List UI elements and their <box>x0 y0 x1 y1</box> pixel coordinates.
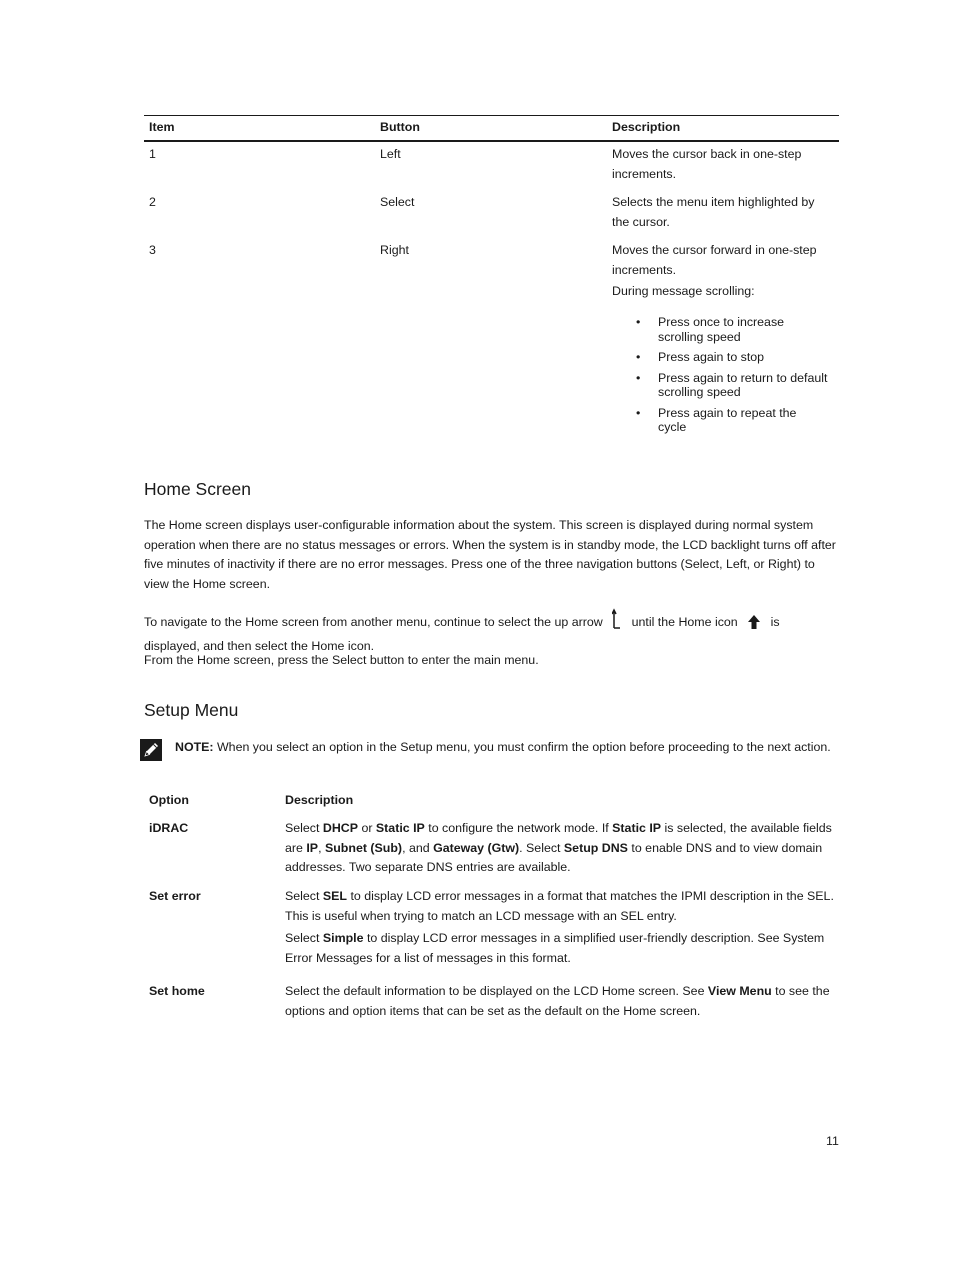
table-top-rule <box>144 115 839 116</box>
row-description: Moves the cursor back in one-step increments. <box>612 147 802 181</box>
table-header-button: Button <box>380 120 420 134</box>
bullet-icon: • <box>636 350 641 364</box>
option-description: Select DHCP or Static IP to configure the network mode. If Static IP is selected, the available fields are IP, Subnet (Sub), and Gateway (Gtw). Select Setup DNS to enable DNS and to view domain addresses. Two separate DNS entries are available. <box>285 821 832 874</box>
setup-menu-heading: Setup Menu <box>144 700 239 720</box>
home-select-paragraph: From the Home screen, press the Select button to enter the main menu. <box>144 653 539 667</box>
bullet-icon: • <box>636 405 641 420</box>
up-arrow-icon <box>612 608 622 637</box>
bullet-icon: • <box>636 315 641 329</box>
list-item: • Press again to stop <box>636 350 765 364</box>
row-item: 2 <box>149 195 156 209</box>
options-header-description: Description <box>285 793 354 807</box>
note-pencil-icon <box>140 739 162 766</box>
table-header-description: Description <box>612 120 681 134</box>
home-navigation-paragraph: To navigate to the Home screen from another menu, continue to select the up arrow until the Home icon is displayed, and then select the Home icon. <box>144 608 839 656</box>
option-name: iDRAC <box>149 821 189 835</box>
options-header-option: Option <box>149 793 189 807</box>
option-description: Select SEL to display LCD error messages in a format that matches the IPMI description in the SEL. This is useful when trying to match an LCD message with an SEL entry. <box>285 889 834 923</box>
scroll-bullet-list <box>636 315 828 441</box>
row-description: Selects the menu item highlighted by the cursor. <box>612 195 815 229</box>
table-header-item: Item <box>149 120 175 134</box>
row-item: 3 <box>149 243 156 257</box>
row-button: Select <box>380 195 415 209</box>
list-item: • Press again to repeat the cycle <box>636 405 797 434</box>
table-header-rule <box>144 140 839 142</box>
option-name: Set home <box>149 984 205 998</box>
row-description-extra: During message scrolling: <box>612 284 755 298</box>
list-item: • Press once to increase scrolling speed <box>636 315 785 344</box>
home-screen-heading: Home Screen <box>144 479 251 499</box>
row-description: Moves the cursor forward in one-step increments. <box>612 243 817 277</box>
row-button: Right <box>380 243 409 257</box>
option-description: Select the default information to be displayed on the LCD Home screen. See View Menu to see the options and option items that can be set as the default on the Home screen. <box>285 984 830 1018</box>
row-item: 1 <box>149 147 156 161</box>
page-number: 11 <box>826 1134 839 1148</box>
note-text: NOTE: When you select an option in the Setup menu, you must confirm the option before proceeding to the next action. <box>175 740 831 754</box>
list-item: • Press again to return to default scrolling speed <box>636 370 828 399</box>
home-icon <box>747 614 761 637</box>
option-description-2: Select Simple to display LCD error messages in a simplified user-friendly description. See System Error Messages for a list of messages in this format. <box>285 931 825 965</box>
row-button: Left <box>380 147 401 161</box>
bullet-icon: • <box>636 370 641 385</box>
option-name: Set error <box>149 889 201 903</box>
home-screen-paragraph: The Home screen displays user-configurable information about the system. This screen is displayed during normal system operation when there are no status messages or errors. When the system is in standby mode, the LCD backlight turns off after five minutes of inactivity if there are no error messages. Press one of the three navigation buttons (Select, Left, or Right) to view the Home screen. <box>144 518 836 591</box>
